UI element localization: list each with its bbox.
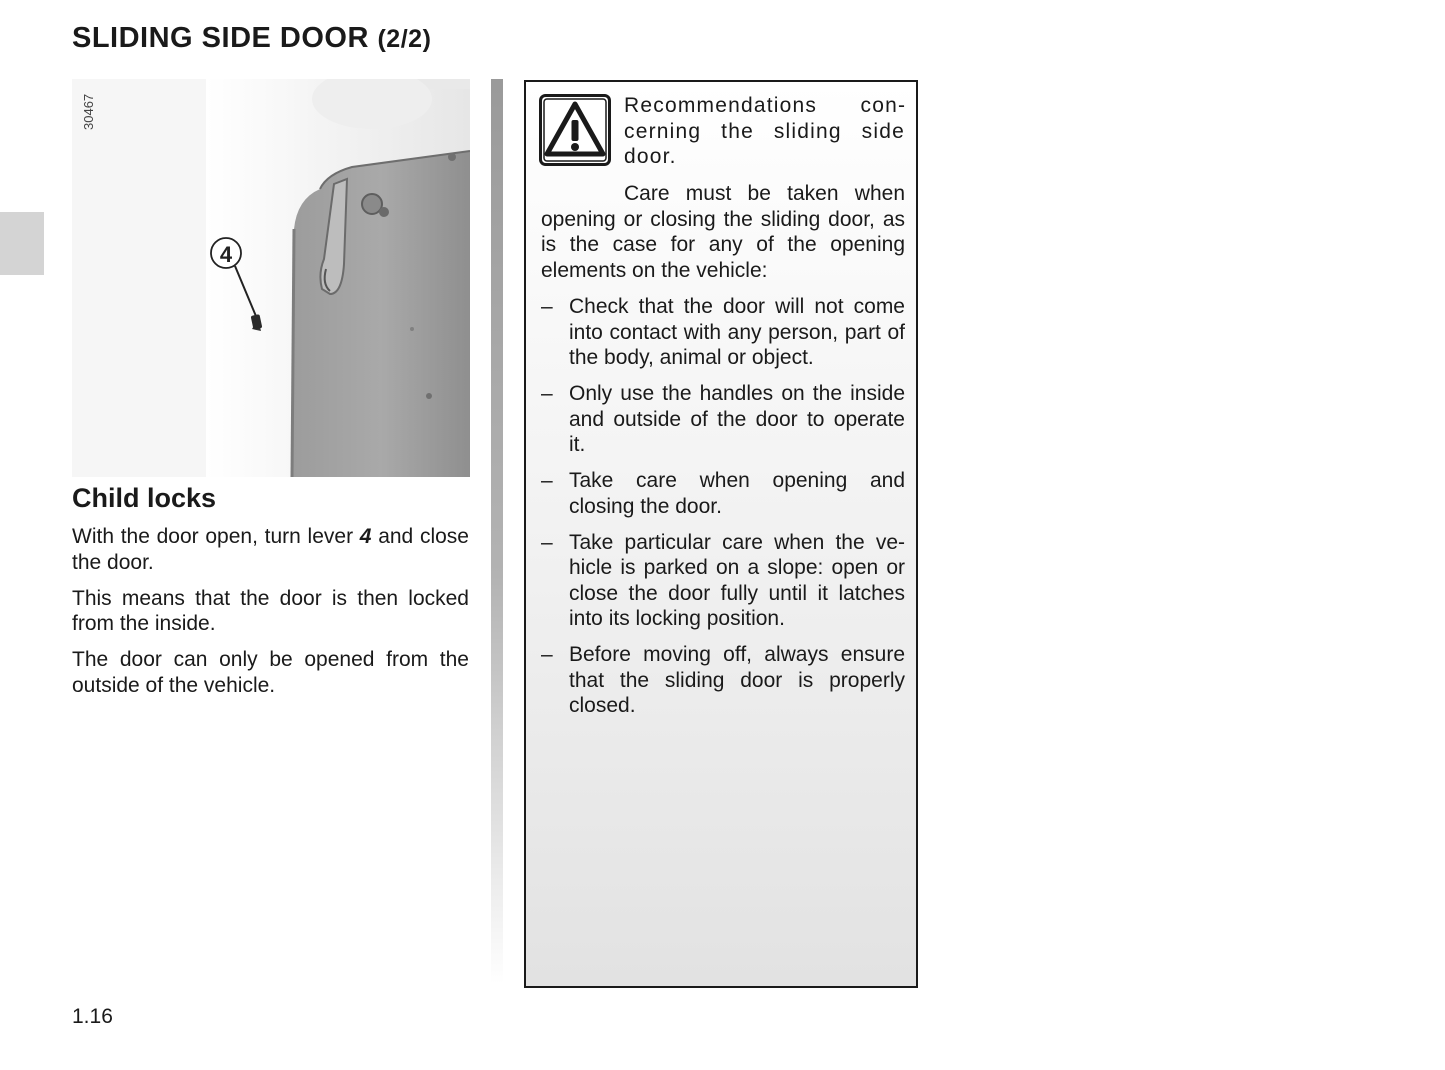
p1-text-end: and close the door. <box>72 525 469 574</box>
warning-triangle-icon <box>539 94 611 166</box>
child-locks-body <box>72 524 469 709</box>
p1-text-start: With the door open, turn lever <box>72 525 360 548</box>
figure-code <box>80 88 98 132</box>
page-title <box>72 22 431 55</box>
list-dash: – <box>541 295 553 318</box>
page-title-main: SLIDING SIDE DOOR <box>72 22 369 54</box>
child-locks-paragraph-2: This means that the door is then locked from the inside. <box>72 586 469 635</box>
list-dash: – <box>541 382 553 405</box>
warning-item-text: Before moving off, always ensure that the sliding door is properly closed. <box>569 643 905 717</box>
warning-list-item <box>541 530 905 632</box>
warning-list-item <box>541 294 905 371</box>
child-locks-heading: Child locks <box>72 483 217 513</box>
page-number: 1.16 <box>72 1005 113 1028</box>
page-title-suffix: (2/2) <box>377 25 432 53</box>
warning-item-text: Check that the door will not come into contact with any person, part of the body, animal or object. <box>569 295 905 369</box>
column-divider <box>491 79 503 984</box>
child-locks-paragraph-1 <box>72 524 469 575</box>
list-dash: – <box>541 643 553 666</box>
warning-box <box>524 80 918 988</box>
section-tab <box>0 212 44 275</box>
warning-list <box>541 294 905 729</box>
warning-item-text: Take particular care when the vehicle is parked on a slope: open or close the door fully until it latches into its locking position. <box>569 530 905 630</box>
figure-callout-4: 4 <box>219 242 233 267</box>
warning-item-text: Take care when opening and closing the door. <box>569 469 905 518</box>
warning-list-item <box>541 642 905 719</box>
lever-reference: 4 <box>359 525 372 548</box>
warning-heading: Recommendations concerning the sliding side door. <box>624 94 905 168</box>
figure-code-text: 30467 <box>81 93 96 130</box>
warning-intro: Care must be taken when opening or closing the sliding door, as is the case for any of the opening elements on the vehicle: <box>541 182 905 282</box>
door-illustration <box>72 79 470 477</box>
warning-item-text: Only use the handles on the inside and outside of the door to operate it. <box>569 382 905 456</box>
warning-list-item <box>541 381 905 458</box>
warning-list-item <box>541 468 905 519</box>
list-dash: – <box>541 530 553 554</box>
child-locks-paragraph-3: The door can only be opened from the outside of the vehicle. <box>72 648 469 697</box>
list-dash: – <box>541 469 553 492</box>
